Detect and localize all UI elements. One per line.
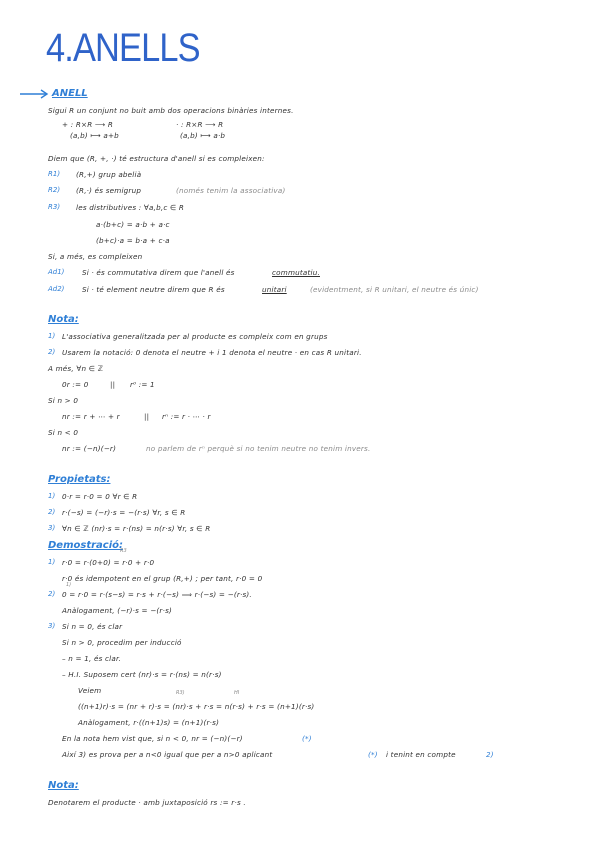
- def-negative-multiple: nr := (−n)(−r): [62, 444, 117, 453]
- section-heading-nota: Nota:: [48, 314, 79, 325]
- axiom-label: R3): [48, 203, 61, 211]
- r3-annotation: R3: [120, 548, 127, 554]
- hi-annotation: HI: [234, 690, 240, 696]
- ad2-key-term: unitari: [262, 285, 287, 294]
- proof-label: 1): [48, 558, 56, 566]
- property-reference: 2): [486, 750, 494, 759]
- axiom-label: R1): [48, 170, 61, 178]
- nota-item-label: 1): [48, 332, 56, 340]
- ad2-text: Si · té element neutre direm que R és: [82, 285, 225, 294]
- ad1-label: Ad1): [48, 268, 65, 276]
- def-zero-power: r⁰ := 1: [130, 380, 155, 389]
- operation-product-line1: · : R×R ⟶ R: [176, 120, 224, 129]
- proof-3-line-9: Així 3) es prova per a n<0 igual que per a n>0 aplicant: [62, 750, 273, 759]
- distributive-left: a·(b+c) = a·b + a·c: [96, 220, 170, 229]
- operation-sum-line1: + : R×R ⟶ R: [62, 120, 114, 129]
- def-positive-multiple: nr := r + ⋯ + r: [62, 412, 120, 421]
- property-label: 3): [48, 524, 56, 532]
- property-label: 2): [48, 508, 56, 516]
- proof-label: 3): [48, 622, 56, 630]
- proof-label: 2): [48, 590, 56, 598]
- proof-3-line-1: Si n = 0, és clar: [62, 622, 123, 631]
- nota-item-2: Usarem la notació: 0 denota el neutre + i 1 denota el neutre · en cas R unitari.: [62, 348, 362, 357]
- def-zero-multiple: 0r := 0: [62, 380, 89, 389]
- section-heading-demostracio: Demostració:: [48, 540, 124, 551]
- section-heading-anell: ANELL: [52, 88, 88, 99]
- ad2-note: (evidentment, si R unitari, el neutre és únic): [310, 285, 479, 294]
- axiom-text: les distributives : ∀a,b,c ∈ R: [76, 203, 185, 212]
- proof-3-line-4: – H.I. Suposem cert (nr)·s = r·(ns) = n(r·s): [62, 670, 222, 679]
- proof-2-line-2: Anàlogament, (−r)·s = −(r·s): [62, 606, 173, 615]
- proof-3-line-6: ((n+1)r)·s = (nr + r)·s = (nr)·s + r·s = n(r·s) + r·s = (n+1)(r·s): [78, 702, 315, 711]
- ad1-key-term: commutatiu.: [272, 268, 320, 277]
- a-mes-line: A més, ∀n ∈ ℤ: [48, 364, 104, 373]
- property-1: 0·r = r·0 = 0 ∀r ∈ R: [62, 492, 138, 501]
- def-positive-power: rⁿ := r · ⋯ · r: [162, 412, 211, 421]
- axiom-text: (R,+) grup abelià: [76, 170, 142, 179]
- star-reference: (*): [368, 750, 378, 759]
- property-3: ∀n ∈ ℤ (nr)·s = r·(ns) = n(r·s) ∀r, s ∈ R: [62, 524, 211, 533]
- proof-1-line-1: r·0 = r·(0+0) = r·0 + r·0: [62, 558, 155, 567]
- arrow-right-icon: [20, 89, 50, 99]
- nota-item-label: 2): [48, 348, 56, 356]
- property-2: r·(−s) = (−r)·s = −(r·s) ∀r, s ∈ R: [62, 508, 186, 517]
- section-heading-propietats: Propietats:: [48, 474, 111, 485]
- operation-product-line2: (a,b) ⟼ a·b: [180, 131, 226, 140]
- separator: ||: [110, 380, 116, 389]
- proof-3-line-8: En la nota hem vist que, si n < 0, nr = (−n)(−r): [62, 734, 243, 743]
- proof-3-line-2: Si n > 0, procedim per inducció: [62, 638, 182, 647]
- property-label: 1): [48, 492, 56, 500]
- proof-3-line-9-end: i tenint en compte: [386, 750, 456, 759]
- ref-annotation: 1): [66, 582, 72, 588]
- operation-sum-line2: (a,b) ⟼ a+b: [70, 131, 119, 140]
- proof-3-line-3: – n = 1, és clar.: [62, 654, 121, 663]
- diem-line: Diem que (R, +, ·) té estructura d'anell si es compleixen:: [48, 154, 265, 163]
- si-a-mes-line: Si, a més, es compleixen: [48, 252, 143, 261]
- ad1-text: Si · és commutativa direm que l'anell és: [82, 268, 235, 277]
- case-negative: Si n < 0: [48, 428, 79, 437]
- proof-1-line-2: r·0 és idempotent en el grup (R,+) ; per tant, r·0 = 0: [62, 574, 263, 583]
- nota-item-1: L'associativa generalitzada per al producte es compleix com en grups: [62, 332, 328, 341]
- nota-2-text: Denotarem el producte · amb juxtaposició rs := r·s .: [48, 798, 246, 807]
- section-heading-nota-2: Nota:: [48, 780, 79, 791]
- separator: ||: [144, 412, 150, 421]
- star-reference: (*): [302, 734, 312, 743]
- axiom-note: (només tenim la associativa): [176, 186, 286, 195]
- def-negative-note: no parlem de rⁿ perquè si no tenim neutre no tenim invers.: [146, 444, 371, 453]
- axiom-label: R2): [48, 186, 61, 194]
- proof-3-line-7: Anàlogament, r·((n+1)s) = (n+1)(r·s): [78, 718, 220, 727]
- page-title: 4.ANELLS: [46, 26, 200, 70]
- case-positive: Si n > 0: [48, 396, 79, 405]
- axiom-text: (R,·) és semigrup: [76, 186, 142, 195]
- proof-3-line-5: Veiem: [78, 686, 102, 695]
- distributive-right: (b+c)·a = b·a + c·a: [96, 236, 170, 245]
- ad2-label: Ad2): [48, 285, 65, 293]
- r3-annotation: R3): [176, 690, 185, 696]
- proof-2-line-1: 0 = r·0 = r·(s−s) = r·s + r·(−s) ⟹ r·(−s) = −(r·s).: [62, 590, 252, 599]
- anell-intro: Sigui R un conjunt no buit amb dos operacions binàries internes.: [48, 106, 294, 115]
